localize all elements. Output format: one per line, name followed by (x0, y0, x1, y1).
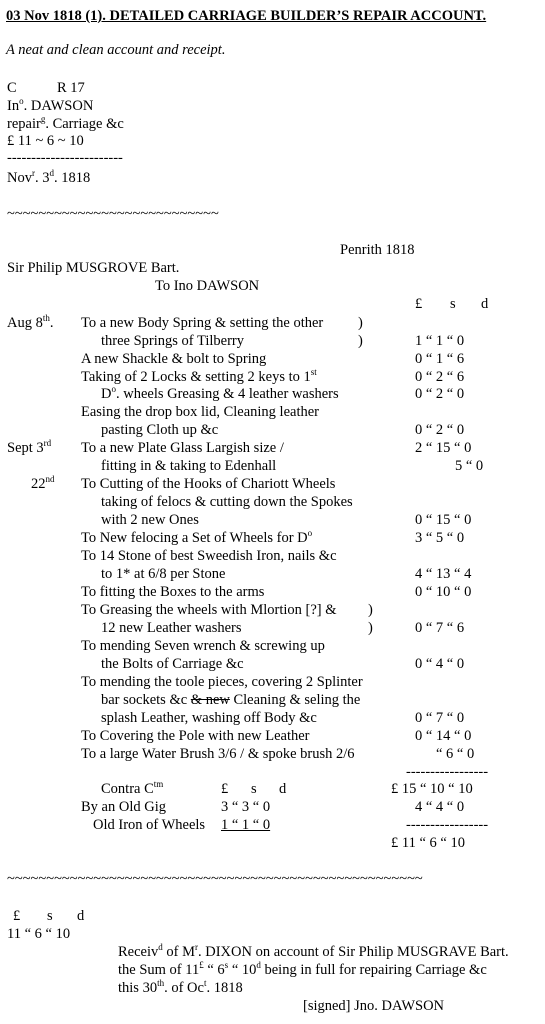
item-13-line-b: bar sockets &c & new Cleaning & seling the (101, 692, 361, 708)
receipt-line-3: this 30th. of Oc$^t$. 1818 (118, 978, 243, 996)
date-aug: Aug 8th. (7, 313, 54, 331)
receipt-line-1: Receiv$^d$ of $M^r$. DIXON on account of Sir Philip MUSGRAVE Bart. (118, 942, 509, 960)
docket-repair: repair$^g$. Carriage &c (7, 114, 124, 132)
contra-total: 4 “ 4 “ 0 (415, 799, 465, 815)
item-1-brace-b: ) (358, 333, 363, 349)
document-title: 03 Nov 1818 (1). DETAILED CARRIAGE BUILDER’S REPAIR ACCOUNT. (6, 8, 487, 24)
item-1-brace-a: ) (358, 315, 363, 331)
item-6b-amount: 5 “ 0 (455, 458, 484, 474)
receipt-col-pounds: £ (13, 908, 21, 924)
item-12-amount: 0 “ 4 “ 0 (415, 656, 465, 672)
item-14-amount: 0 “ 14 “ 0 (415, 728, 472, 744)
item-7-line-b: taking of felocs & cutting down the Spokes (101, 494, 353, 510)
place-date: Penrith 1818 (340, 242, 415, 258)
item-11-line-b: 12 new Leather washers (101, 620, 242, 636)
contra-gig: By an Old Gig (81, 799, 166, 815)
section-divider: ~~~~~~~~~~~~~~~~~~~~~~~~~~~~~~~~~~~~~~~~~~~~~~~~~~~~~ (7, 871, 423, 887)
col-pounds: £ (415, 296, 423, 312)
item-4: $D^o$. wheels Greasing & 4 leather washers (101, 384, 339, 402)
document-subtitle: A neat and clean account and receipt. (6, 42, 226, 58)
col-shillings: s (450, 296, 456, 312)
item-5-amount: 0 “ 2 “ 0 (415, 422, 465, 438)
item-8: To New felocing a Set of Wheels for $D^o$ (81, 528, 313, 546)
item-12-line-b: the Bolts of Carriage &c (101, 656, 244, 672)
item-11-brace-a: ) (368, 602, 373, 618)
item-1-line-a: To a new Body Spring & setting the other (81, 315, 324, 331)
item-14: To Covering the Pole with new Leather (81, 728, 310, 744)
item-3: Taking of 2 Locks & setting 2 keys to 1st (81, 367, 317, 385)
docket-date: Nov$^r$. 3$^d$. 1818 (7, 168, 91, 186)
receipt-amount: 11 “ 6 “ 10 (7, 926, 71, 942)
net-total: £ 11 “ 6 “ 10 (391, 835, 465, 851)
item-7-line-a: To Cutting of the Hooks of Chariott Wheels (81, 476, 336, 492)
receipt-col-pence: d (77, 908, 85, 924)
to-party: Sir Philip MUSGROVE Bart. (7, 260, 180, 276)
item-6a-amount: 2 “ 15 “ 0 (415, 440, 472, 456)
item-8-amount: 3 “ 5 “ 0 (415, 530, 465, 546)
rule-2: ----------------- (406, 817, 489, 833)
item-11-brace-b: ) (368, 620, 373, 636)
docket-amount: £ 11 ~ 6 ~ 10 (7, 133, 84, 149)
item-11-line-a: To Greasing the wheels with Mlortion [?] & (81, 602, 337, 618)
docket-r: R 17 (57, 80, 85, 96)
item-13-line-a: To mending the toole pieces, covering 2 Splinter (81, 674, 363, 690)
contra-iron: Old Iron of Wheels (93, 817, 206, 833)
contra-gig-amount: 3 “ 3 “ 0 (221, 799, 271, 815)
receipt-col-shillings: s (47, 908, 53, 924)
item-9-line-b: to 1* at 6/8 per Stone (101, 566, 226, 582)
date-sept: Sept 3rd (7, 438, 52, 456)
item-9-amount: 4 “ 13 “ 4 (415, 566, 472, 582)
item-2-amount: 0 “ 1 “ 6 (415, 351, 465, 367)
contra-col-shillings: s (251, 781, 257, 797)
item-2: A new Shackle & bolt to Spring (81, 351, 267, 367)
contra-col-pounds: £ (221, 781, 229, 797)
from-party: To Ino DAWSON (155, 278, 260, 294)
col-pence: d (481, 296, 489, 312)
rule-1: ----------------- (406, 764, 489, 780)
item-6-line-a: To a new Plate Glass Largish size / (81, 440, 284, 456)
signature: [signed] Jno. DAWSON (303, 998, 445, 1014)
docket-c: C (7, 80, 17, 96)
contra-iron-amount: 1 “ 1 “ 0 (221, 817, 271, 833)
item-12-line-a: To mending Seven wrench & screwing up (81, 638, 325, 654)
contra-col-pence: d (279, 781, 287, 797)
item-4-amount: 0 “ 2 “ 0 (415, 386, 465, 402)
item-7-amount: 0 “ 15 “ 0 (415, 512, 472, 528)
item-1-amount: 1 “ 1 “ 0 (415, 333, 465, 349)
item-15-amount: “ 6 “ 0 (436, 746, 475, 762)
item-13-amount: 0 “ 7 “ 0 (415, 710, 465, 726)
item-10-amount: 0 “ 10 “ 0 (415, 584, 472, 600)
item-3-amount: 0 “ 2 “ 6 (415, 369, 465, 385)
struck-text: & new (190, 692, 230, 708)
item-10: To fitting the Boxes to the arms (81, 584, 265, 600)
item-11-amount: 0 “ 7 “ 6 (415, 620, 465, 636)
item-1-line-b: three Springs of Tilberry (101, 333, 244, 349)
gross-total: £ 15 “ 10 “ 10 (391, 781, 473, 797)
item-6-line-b: fitting in & taking to Edenhall (101, 458, 277, 474)
item-7-line-c: with 2 new Ones (101, 512, 199, 528)
contra-heading: Contra $C^{tm}$ (101, 779, 164, 797)
docket-ino: In$^o$. DAWSON (7, 96, 94, 114)
item-5-line-b: pasting Cloth up &c (101, 422, 219, 438)
item-9-line-a: To 14 Stone of best Sweedish Iron, nails &c (81, 548, 337, 564)
item-13-line-c: splash Leather, washing off Body &c (101, 710, 317, 726)
item-15: To a large Water Brush 3/6 / & spoke brush 2/6 (81, 746, 355, 762)
date-22: 22nd (31, 474, 55, 492)
item-5-line-a: Easing the drop box lid, Cleaning leather (81, 404, 319, 420)
docket-tildes: ~~~~~~~~~~~~~~~~~~~~~~~~~~~ (7, 206, 219, 222)
receipt-line-2: the Sum of 11£ “ 6$^s$ “ 10$^d$ being in full for repairing Carriage &c (118, 960, 487, 978)
docket-dashes: ------------------------ (7, 150, 123, 166)
